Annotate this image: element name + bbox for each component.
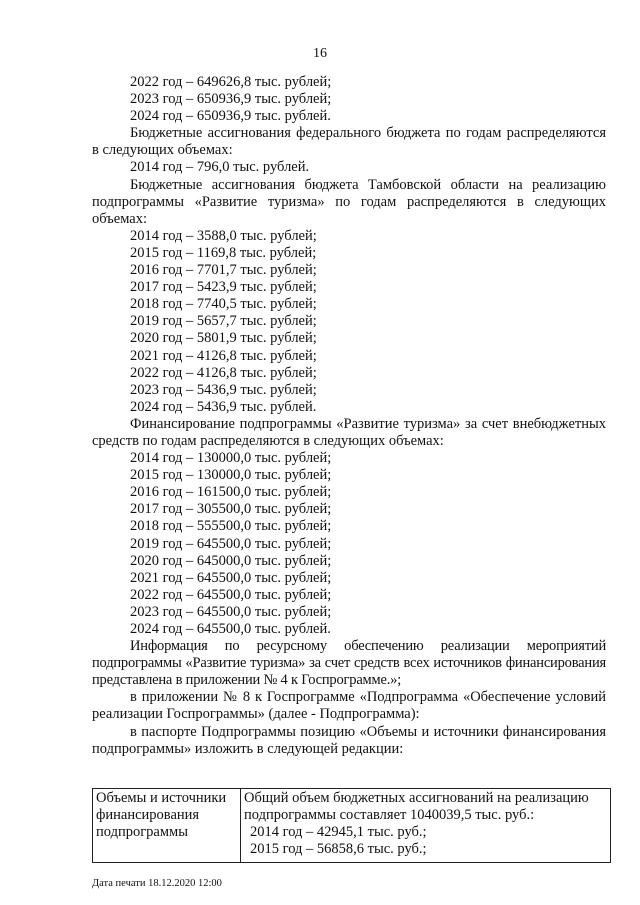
year-line: 2019 год – 5657,7 тыс. рублей; bbox=[130, 313, 317, 330]
year-line: 2022 год – 649626,8 тыс. рублей; bbox=[130, 74, 332, 90]
year-line: 2020 год – 5801,9 тыс. рублей; bbox=[130, 330, 317, 347]
year-line: 2017 год – 305500,0 тыс. рублей; bbox=[130, 501, 332, 518]
table-cell-label: Объемы и источники финансирования подпрограммы bbox=[93, 789, 241, 863]
table-cell-values bbox=[241, 789, 611, 863]
year-line: 2016 год – 7701,7 тыс. рублей; bbox=[130, 262, 317, 279]
year-line: 2023 год – 650936,9 тыс. рублей; bbox=[130, 91, 332, 108]
financing-table bbox=[92, 788, 611, 863]
year-line: 2021 год – 645500,0 тыс. рублей; bbox=[130, 569, 332, 586]
year-line: 2014 год – 796,0 тыс. рублей. bbox=[130, 159, 310, 176]
table-total-line: Общий объем бюджетных ассигнований на реализацию подпрограммы составляет 1040039,5 тыс. руб.: bbox=[244, 790, 589, 823]
regional-paragraph: Бюджетные ассигнования бюджета Тамбовской области на реализацию подпрограммы «Развитие туризма» по годам распределяются в следующих объемах: bbox=[92, 176, 606, 227]
year-line: 2024 год – 650936,9 тыс. рублей. bbox=[130, 108, 331, 125]
year-line: 2021 год – 4126,8 тыс. рублей; bbox=[130, 347, 317, 364]
table-row bbox=[93, 789, 611, 863]
year-line: 2023 год – 5436,9 тыс. рублей; bbox=[130, 381, 317, 398]
year-line: 2016 год – 161500,0 тыс. рублей; bbox=[130, 484, 332, 501]
year-line: 2022 год – 645500,0 тыс. рублей; bbox=[130, 586, 332, 603]
passport-paragraph: в паспорте Подпрограммы позицию «Объемы и источники финансирования подпрограммы» изложить в следующей редакции: bbox=[92, 723, 606, 757]
federal-paragraph: Бюджетные ассигнования федерального бюджета по годам распределяются в следующих объемах: bbox=[92, 125, 606, 159]
print-date-footer: Дата печати 18.12.2020 12:00 bbox=[92, 878, 222, 889]
page-number: 16 bbox=[313, 46, 327, 61]
year-list-regional bbox=[92, 228, 606, 416]
year-list-top bbox=[92, 74, 606, 125]
year-line: 2024 год – 5436,9 тыс. рублей. bbox=[130, 398, 317, 415]
appendix-paragraph: в приложении № 8 к Госпрограмме «Подпрограмма «Обеспечение условий реализации Госпрограммы» (далее - Подпрограмма): bbox=[92, 689, 606, 723]
year-line: 2018 год – 555500,0 тыс. рублей; bbox=[130, 518, 332, 535]
year-line: 2019 год – 645500,0 тыс. рублей; bbox=[130, 535, 332, 552]
table-year-line: 2015 год – 56858,6 тыс. руб.; bbox=[250, 841, 427, 857]
year-list-extra bbox=[92, 450, 606, 638]
year-line: 2020 год – 645000,0 тыс. рублей; bbox=[130, 552, 332, 569]
year-line: 2017 год – 5423,9 тыс. рублей; bbox=[130, 279, 317, 296]
year-line: 2015 год – 1169,8 тыс. рублей; bbox=[130, 244, 317, 261]
extra-budget-paragraph: Финансирование подпрограммы «Развитие туризма» за счет внебюджетных средств по годам распределяются в следующих объемах: bbox=[92, 415, 606, 449]
year-line: 2014 год – 130000,0 тыс. рублей; bbox=[130, 450, 332, 467]
year-line: 2022 год – 4126,8 тыс. рублей; bbox=[130, 364, 317, 381]
info-paragraph: Информация по ресурсному обеспечению реализации мероприятий подпрограммы «Развитие туризма» за счет средств всех источников финансирования представлена в приложении № 4 к Госпрограмме.»; bbox=[92, 638, 606, 689]
year-line: 2024 год – 645500,0 тыс. рублей. bbox=[130, 621, 331, 637]
document-body bbox=[92, 74, 606, 758]
year-line: 2023 год – 645500,0 тыс. рублей; bbox=[130, 603, 332, 620]
year-line: 2015 год – 130000,0 тыс. рублей; bbox=[130, 467, 332, 484]
table-year-line: 2014 год – 42945,1 тыс. руб.; bbox=[250, 824, 427, 840]
year-line: 2018 год – 7740,5 тыс. рублей; bbox=[130, 296, 317, 313]
year-line: 2014 год – 3588,0 тыс. рублей; bbox=[130, 227, 317, 244]
